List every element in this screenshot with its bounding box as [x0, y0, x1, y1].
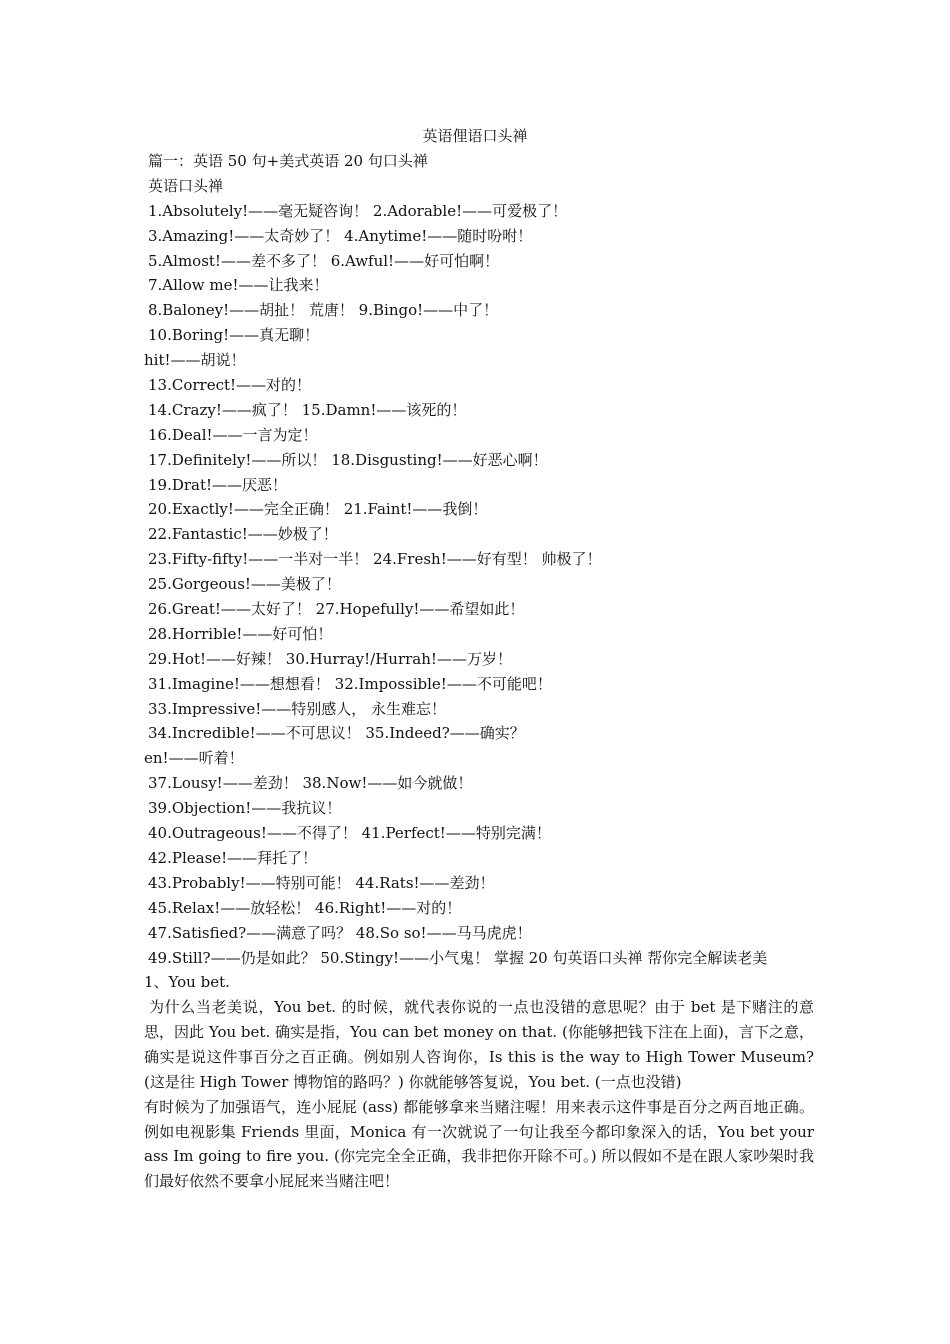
text-line: 47.Satisfied?——满意了吗？ 48.So so!——马马虎虎！	[148, 923, 532, 942]
body-paragraph: 为什么当老美说，You bet. 的时候，就代表你说的一点也没错的意思呢？由于 bet 是下赌注的意思，因此 You bet. 确实是指，You can bet money on that. (你能够把钱下注在上面)，言下之意，确实是说这件事百分之百正确。例如别人咨询你，Is this is the way to High Tower Museum? (这是往 High Tower 博物馆的路吗？) 你就能够答复说，You bet. (一点也没错)	[144, 998, 814, 1091]
text-line: 23.Fifty-fifty!——一半对一半！ 24.Fresh!——好有型！ 帅极了！	[148, 550, 602, 569]
text-line: 1、You bet.	[144, 973, 230, 992]
text-line: 31.Imagine!——想想看！ 32.Impossible!——不可能吧！	[148, 674, 552, 693]
text-line: 49.Still?——仍是如此？ 50.Stingy!——小气鬼！ 掌握 20 句英语口头禅 帮你完全解读老美	[148, 948, 768, 967]
text-line: 39.Objection!——我抗议！	[148, 799, 342, 818]
explanation-section	[144, 995, 814, 1194]
text-line: 8.Baloney!——胡扯！ 荒唐！ 9.Bingo!——中了！	[148, 301, 499, 320]
body-paragraph: 有时候为了加强语气，连小屁屁 (ass) 都能够拿来当赌注喔！用来表示这件事是百分之两百地正确。例如电视影集 Friends 里面，Monica 有一次就说了一句让我至今都印象深入的话，You bet your ass Im going to fire you. (你完完全全正确，我非把你开除不可。) 所以假如不是在跟人家吵架时我们最好依然不要拿小屁屁来当赌注吧！	[144, 1097, 814, 1191]
text-line: hit!——胡说！	[144, 351, 246, 370]
text-line: 14.Crazy!——疯了！ 15.Damn!——该死的！	[148, 400, 467, 419]
text-line: 英语口头禅	[148, 176, 224, 195]
text-line: 5.Almost!——差不多了！ 6.Awful!——好可怕啊！	[148, 251, 500, 270]
text-line: 17.Definitely!——所以！ 18.Disgusting!——好恶心啊！	[148, 450, 548, 469]
text-line: 29.Hot!——好辣！ 30.Hurray!/Hurrah!——万岁！	[148, 649, 512, 668]
text-line: 1.Absolutely!——毫无疑咨询！ 2.Adorable!——可爱极了！	[148, 201, 568, 220]
text-line: 45.Relax!——放轻松！ 46.Right!——对的！	[148, 898, 462, 917]
text-line: 16.Deal!——一言为定！	[148, 425, 318, 444]
text-line: 13.Correct!——对的！	[148, 376, 312, 395]
phrase-list	[144, 149, 824, 995]
text-line: 22.Fantastic!——妙极了！	[148, 525, 338, 544]
text-line: en!——听着！	[144, 749, 244, 768]
text-line: 25.Gorgeous!——美极了！	[148, 575, 341, 594]
text-line: 43.Probably!——特别可能！ 44.Rats!——差劲！	[148, 873, 495, 892]
text-line: 篇一：英语 50 句+美式英语 20 句口头禅	[148, 152, 428, 170]
text-line: 28.Horrible!——好可怕！	[148, 624, 333, 643]
text-line: 19.Drat!——厌恶！	[148, 475, 288, 494]
text-line: 7.Allow me!——让我来！	[148, 276, 329, 295]
text-line: 20.Exactly!——完全正确！ 21.Faint!——我倒！	[148, 500, 488, 519]
document-title: 英语俚语口头禅	[422, 127, 528, 145]
text-line: 26.Great!——太好了！ 27.Hopefully!——希望如此！	[148, 600, 525, 619]
text-line: 34.Incredible!——不可思议！ 35.Indeed?——确实？	[148, 724, 525, 743]
text-line: 10.Boring!——真无聊！	[148, 326, 320, 345]
text-line: 40.Outrageous!——不得了！ 41.Perfect!——特别完满！	[148, 824, 551, 843]
text-line: 33.Impressive!——特别感人， 永生难忘！	[148, 699, 446, 718]
text-line: 37.Lousy!——差劲！ 38.Now!——如今就做！	[148, 774, 473, 793]
text-line: 3.Amazing!——太奇妙了！ 4.Anytime!——随时吩咐！	[148, 226, 533, 245]
text-line: 42.Please!——拜托了！	[148, 848, 318, 867]
